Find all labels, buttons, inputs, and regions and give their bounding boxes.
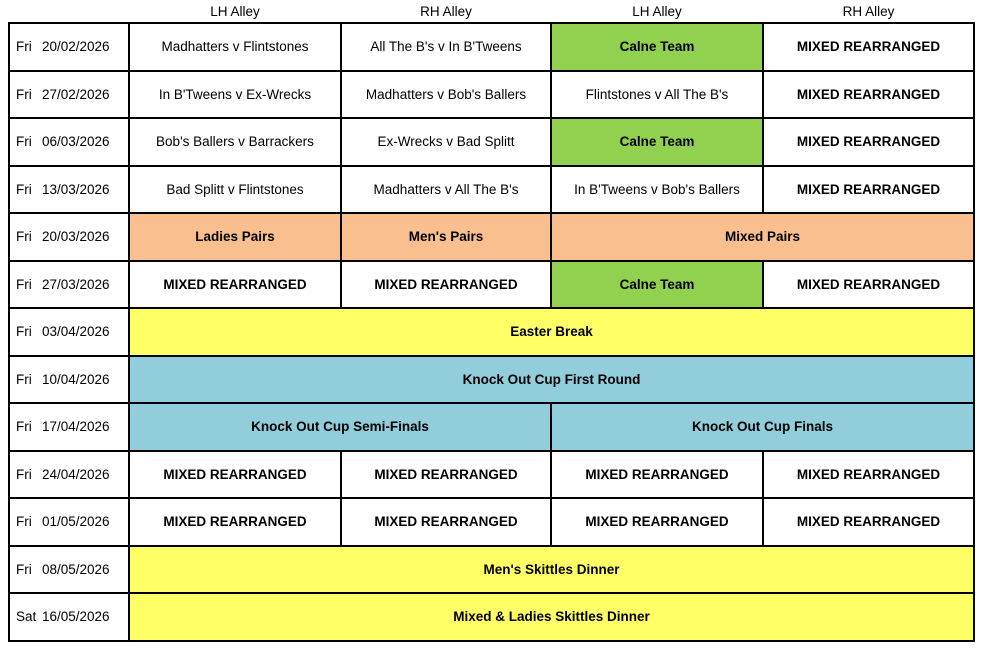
day-label: Fri (16, 276, 32, 292)
fixture-cell: In B'Tweens v Ex-Wrecks (129, 71, 341, 119)
fixture-cell: All The B's v In B'Tweens (341, 23, 551, 71)
fixture-cell: Men's Skittles Dinner (129, 546, 974, 594)
fixture-cell: Knock Out Cup Semi-Finals (129, 403, 551, 451)
day-label: Fri (16, 466, 32, 482)
date-cell (9, 308, 129, 356)
fixture-cell: Flintstones v All The B's (551, 71, 763, 119)
date-label: 03/04/2026 (42, 324, 110, 340)
day-label: Fri (16, 181, 32, 197)
date-label: 08/05/2026 (42, 561, 110, 577)
schedule-row (9, 23, 974, 71)
alley-header-rh-1: RH Alley (341, 0, 551, 23)
alley-header-row (9, 0, 974, 23)
schedule-row (9, 593, 974, 641)
fixture-cell: Knock Out Cup First Round (129, 356, 974, 404)
date-cell (9, 166, 129, 214)
day-label: Fri (16, 229, 32, 245)
alley-header-rh-2: RH Alley (763, 0, 974, 23)
fixture-cell: MIXED REARRANGED (341, 498, 551, 546)
fixture-cell: Calne Team (551, 118, 763, 166)
schedule-row (9, 166, 974, 214)
schedule-row (9, 213, 974, 261)
schedule-row (9, 451, 974, 499)
day-label: Fri (16, 86, 32, 102)
date-label: 16/05/2026 (42, 609, 110, 625)
date-cell (9, 593, 129, 641)
date-cell (9, 261, 129, 309)
fixture-cell: MIXED REARRANGED (763, 451, 974, 499)
fixture-cell: Bad Splitt v Flintstones (129, 166, 341, 214)
day-label: Fri (16, 134, 32, 150)
fixture-cell: Mixed Pairs (551, 213, 974, 261)
date-label: 01/05/2026 (42, 514, 110, 530)
schedule-row (9, 118, 974, 166)
schedule-row (9, 71, 974, 119)
date-cell (9, 71, 129, 119)
fixture-cell: MIXED REARRANGED (129, 261, 341, 309)
day-label: Fri (16, 561, 32, 577)
fixture-cell: MIXED REARRANGED (551, 451, 763, 499)
fixture-cell: MIXED REARRANGED (763, 166, 974, 214)
fixture-cell: MIXED REARRANGED (763, 71, 974, 119)
day-label: Fri (16, 324, 32, 340)
date-cell (9, 23, 129, 71)
fixture-cell: MIXED REARRANGED (341, 261, 551, 309)
fixture-cell: Easter Break (129, 308, 974, 356)
fixture-cell: Mixed & Ladies Skittles Dinner (129, 593, 974, 641)
fixture-cell: MIXED REARRANGED (341, 451, 551, 499)
fixture-cell: MIXED REARRANGED (551, 498, 763, 546)
fixture-cell: Madhatters v Bob's Ballers (341, 71, 551, 119)
fixture-cell: Madhatters v Flintstones (129, 23, 341, 71)
date-label: 10/04/2026 (42, 371, 110, 387)
fixture-cell: Ladies Pairs (129, 213, 341, 261)
fixture-cell: MIXED REARRANGED (763, 261, 974, 309)
fixture-cell: Knock Out Cup Finals (551, 403, 974, 451)
schedule-row (9, 308, 974, 356)
date-cell (9, 356, 129, 404)
fixture-cell: MIXED REARRANGED (129, 498, 341, 546)
day-label: Fri (16, 371, 32, 387)
alley-header-lh-1: LH Alley (129, 0, 341, 23)
fixture-cell: Ex-Wrecks v Bad Splitt (341, 118, 551, 166)
date-label: 24/04/2026 (42, 466, 110, 482)
date-label: 27/02/2026 (42, 86, 110, 102)
date-cell (9, 403, 129, 451)
fixture-cell: MIXED REARRANGED (129, 451, 341, 499)
fixture-cell: Men's Pairs (341, 213, 551, 261)
schedule-row (9, 546, 974, 594)
date-label: 17/04/2026 (42, 419, 110, 435)
date-column-spacer (9, 0, 129, 23)
day-label: Fri (16, 419, 32, 435)
fixtures-body (9, 23, 974, 641)
date-label: 27/03/2026 (42, 276, 110, 292)
date-label: 20/03/2026 (42, 229, 110, 245)
date-cell (9, 118, 129, 166)
fixtures-table (8, 0, 975, 642)
fixture-cell: MIXED REARRANGED (763, 23, 974, 71)
date-cell (9, 213, 129, 261)
date-cell (9, 498, 129, 546)
fixture-cell: Calne Team (551, 261, 763, 309)
day-label: Sat (16, 609, 37, 625)
day-label: Fri (16, 39, 32, 55)
fixture-cell: Bob's Ballers v Barrackers (129, 118, 341, 166)
date-label: 13/03/2026 (42, 181, 110, 197)
fixture-cell: MIXED REARRANGED (763, 118, 974, 166)
fixture-cell: Calne Team (551, 23, 763, 71)
fixture-cell: In B'Tweens v Bob's Ballers (551, 166, 763, 214)
date-cell (9, 546, 129, 594)
schedule-row (9, 261, 974, 309)
schedule-row (9, 403, 974, 451)
day-label: Fri (16, 514, 32, 530)
date-label: 06/03/2026 (42, 134, 110, 150)
date-cell (9, 451, 129, 499)
date-label: 20/02/2026 (42, 39, 110, 55)
schedule-row (9, 356, 974, 404)
schedule-row (9, 498, 974, 546)
fixture-cell: MIXED REARRANGED (763, 498, 974, 546)
fixture-cell: Madhatters v All The B's (341, 166, 551, 214)
alley-header-lh-2: LH Alley (551, 0, 763, 23)
